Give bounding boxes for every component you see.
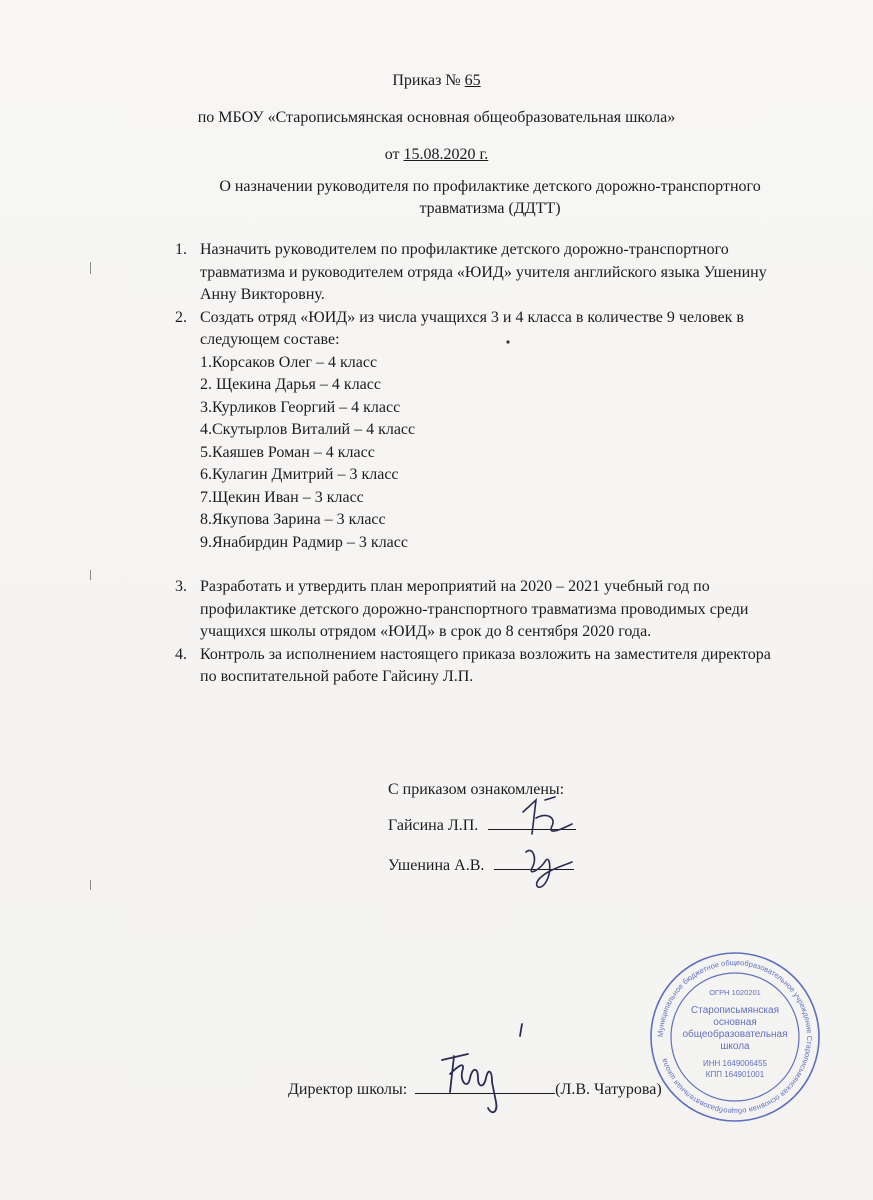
member-list-item: 6.Кулагин Дмитрий – 3 класс: [200, 466, 399, 483]
stamp-kpp: КПП 164901001: [705, 1070, 765, 1079]
member-list-item: 8.Якупова Зарина – 3 класс: [200, 511, 386, 528]
order-title-prefix: Приказ №: [392, 72, 465, 89]
stamp-inner-line: школа: [720, 1041, 750, 1052]
order-date-prefix: от: [384, 146, 404, 163]
item-number: 4.: [175, 645, 187, 663]
scan-dot: [506, 340, 509, 343]
item-number: 1.: [175, 241, 187, 258]
item-line: Анну Викторовну.: [200, 286, 325, 303]
acquainted-name: Ушенина А.В.: [388, 857, 485, 874]
stamp-inner-line: общеобразовательная: [682, 1029, 788, 1040]
acquainted-heading: С приказом ознакомлены:: [388, 781, 565, 798]
director-handwritten-signature: [442, 1024, 522, 1112]
order-subject-line: О назначении руководителя по профилактике детского дорожно-транспортного: [219, 178, 761, 195]
item-line: Разработать и утвердить план мероприятий на 2020 – 2021 учебный год по: [200, 578, 710, 595]
item-line: профилактике детского дорожно-транспортного травматизма проводимых среди: [200, 600, 749, 618]
stamp-inner-line: основная: [713, 1017, 757, 1028]
item-number: 3.: [175, 578, 187, 595]
stamp-inn: ИНН 1649006455: [702, 1059, 768, 1068]
handwritten-signature: [523, 797, 572, 834]
stamp-inner-line: Старописьмянская: [691, 1005, 779, 1016]
item-line: по воспитательной работе Гайсину Л.П.: [200, 668, 474, 685]
handwritten-signature: [526, 850, 572, 887]
member-list-item: 2. Щекина Дарья – 4 класс: [200, 376, 381, 393]
order-date-value: 15.08.2020 г.: [403, 146, 489, 163]
member-list-item: 1.Корсаков Олег – 4 класс: [200, 353, 378, 371]
member-list-item: 7.Щекин Иван – 3 класс: [200, 488, 364, 506]
stamp-ogrn: ОГРН 1020201: [709, 988, 761, 997]
item-line: Назначить руководителем по профилактике детского дорожно-транспортного: [200, 241, 729, 258]
member-list-item: 9.Янабирдин Радмир – 3 класс: [200, 533, 408, 551]
item-line: Контроль за исполнением настоящего приказа возложить на заместителя директора: [200, 645, 771, 663]
item-line: травматизма и руководителем отряда «ЮИД» учителя английского языка Ушенину: [200, 263, 767, 281]
item-number: 2.: [175, 308, 187, 326]
director-name: (Л.В. Чатурова): [555, 1081, 662, 1098]
item-line: Создать отряд «ЮИД» из числа учащихся 3 и 4 класса в количестве 9 человек в: [200, 308, 744, 326]
director-label: Директор школы:: [288, 1081, 408, 1098]
member-list-item: 4.Скутырлов Виталий – 4 класс: [200, 421, 416, 438]
organization-line: по МБОУ «Старописьмянская основная общеобразовательная школа»: [197, 109, 676, 126]
item-line: следующем составе:: [200, 331, 340, 348]
member-list-item: 5.Каяшев Роман – 4 класс: [200, 443, 375, 461]
stamp-ring-text: Муниципальное бюджетное общеобразовательное учреждение Старописьмянская основная общеобразовательная школа: [655, 957, 815, 1117]
order-number: 65: [464, 72, 481, 89]
school-stamp: [651, 953, 819, 1121]
order-subject-line: травматизма (ДДТТ): [419, 200, 561, 217]
item-line: учащихся школы отрядом «ЮИД» в срок до 8 сентября 2020 года.: [200, 623, 652, 640]
acquainted-name: Гайсина Л.П.: [388, 817, 479, 834]
member-list-item: 3.Курликов Георгий – 4 класс: [200, 398, 401, 416]
